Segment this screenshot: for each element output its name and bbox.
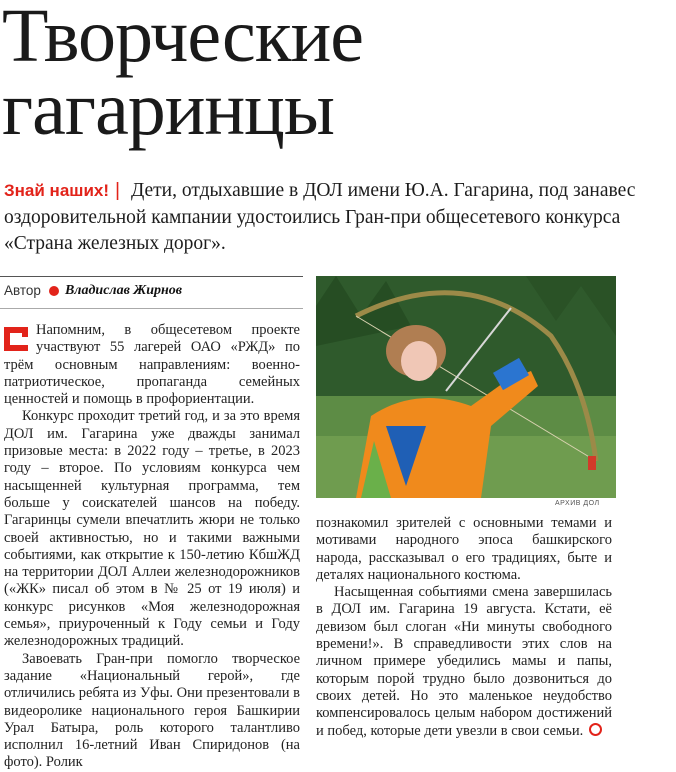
article-paragraph: познакомил зрителей с основными темами и мотивами народного эпоса башкирского народа, рассказывал о его традициях, быте и деталях национального костюма. — [316, 515, 612, 583]
photo-credit: АРХИВ ДОЛ — [555, 500, 600, 507]
article-paragraph — [4, 322, 300, 408]
end-mark-icon — [589, 723, 602, 736]
byline — [4, 283, 182, 299]
archer-photo-illustration — [316, 276, 616, 498]
divider-top — [0, 276, 303, 277]
headline — [2, 0, 364, 151]
byline-label: Автор — [4, 283, 41, 298]
lead-paragraph — [4, 177, 668, 258]
lead-text: Дети, отдыхавшие в ДОЛ имени Ю.А. Гагарина, под занавес оздоровительной кампании удостоились Гран-при общесетевого конкурса «Страна железных дорог». — [4, 180, 636, 254]
drop-cap-marker-icon — [4, 327, 28, 351]
paragraph-text: Напомним, в общесетевом проекте участвуют 55 лагерей ОАО «РЖД» по трём основным направлениям: военно-патриотическое, пропаганда семейных ценностей и помощь в профориентации. — [4, 322, 300, 408]
article-column-1 — [4, 322, 300, 772]
article-paragraph — [316, 584, 612, 740]
headline-line-1: Творческие — [2, 0, 364, 78]
headline-line-2: гагаринцы — [2, 67, 334, 151]
divider-byline — [0, 308, 303, 309]
article-paragraph: Конкурс проходит третий год, и за это время ДОЛ им. Гагарина уже дважды занимал призовые места: в 2022 году – третье, в 2023 году – второе. По условиям конкурса чем насыщенней культурная программа, тем больше у соискателей шансов на победу. Гагаринцы сумели впечатлить жюри не только своей активностью, но и такими важными событиями, как открытие к 150-летию КбшЖД на территории ДОЛ Аллеи железнодорожников («ЖК» писал об этом в № 25 от 19 июля) и конкурс рисунков «Моя железнодорожная семья», приуроченный к Году семьи и Году железнодорожных традиций. — [4, 408, 300, 650]
article-paragraph: Завоевать Гран-при помогло творческое задание «Национальный герой», где отличились ребята из Уфы. Они презентовали в видеоролике национального героя Башкирии Урал Батыра, роль которого талантливо исполнил 16-летний Иван Спиридонов (на фото). Ролик — [4, 650, 300, 771]
byline-dot-icon — [49, 286, 59, 296]
article-photo — [316, 276, 616, 498]
article-column-2 — [316, 515, 612, 740]
rubric-label: Знай наших! — [4, 181, 110, 200]
paragraph-text: Насыщенная событиями смена завершилась в ДОЛ им. Гагарина 19 августа. Кстати, её девизом был слоган «Ни минуты свободного времени!». В справедливости этих слов на личном примере убедились мамы и папы, которым порой трудно было дозвониться до своих детей. Но это маленькое неудобство компенсировалось целым набором достижений и побед, которые дети увезли в свои семьи. — [316, 584, 612, 739]
author-name: Владислав Жирнов — [64, 283, 183, 298]
rubric-separator: | — [115, 179, 121, 201]
